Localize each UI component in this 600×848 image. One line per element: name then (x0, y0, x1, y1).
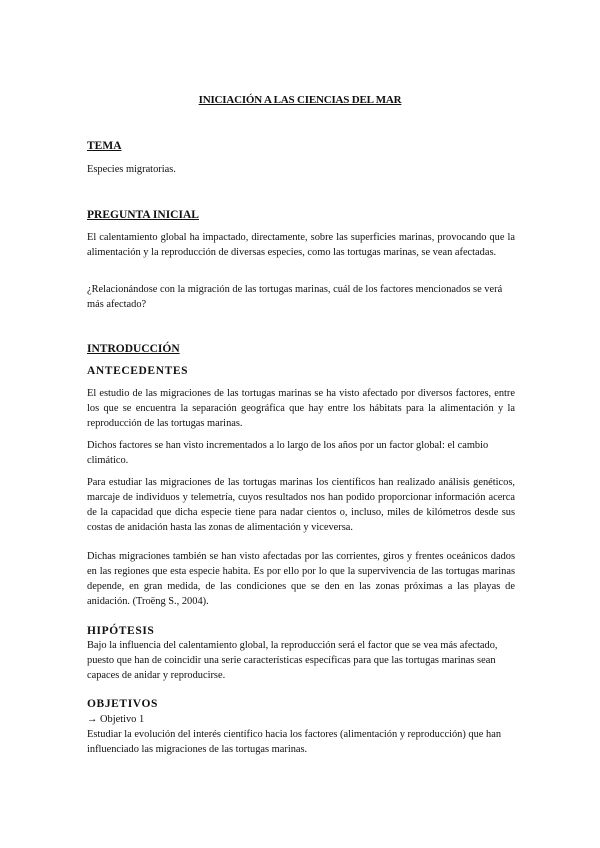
antecedentes-paragraph-2: Dichos factores se han visto incrementados a lo largo de los años por un factor global: el cambio climático. (87, 440, 489, 466)
antecedentes-paragraph-1: El estudio de las migraciones de las tortugas marinas se ha visto afectado por diversos factores, entre los que se encuentra la separación geográfica que hay entre los hábitats para la alimentación y la reproducción de las tortugas marinas. (87, 388, 515, 429)
tema-text: Especies migratorias. (87, 164, 176, 175)
document-title: INICIACIÓN A LAS CIENCIAS DEL MAR (198, 94, 402, 106)
hipotesis-heading: HIPÓTESIS (87, 625, 155, 637)
objetivos-heading: OBJETIVOS (87, 698, 158, 710)
antecedentes-heading: ANTECEDENTES (87, 365, 189, 377)
pregunta-paragraph-2: ¿Relacionándose con la migración de las tortugas marinas, cuál de los factores mencionados se verá más afectado? (87, 284, 503, 310)
tema-heading: TEMA (87, 140, 122, 152)
introduccion-heading: INTRODUCCIÓN (87, 343, 180, 355)
pregunta-paragraph-1: El calentamiento global ha impactado, directamente, sobre las superficies marinas, provocando que la alimentación y la reproducción de diversas especies, como las tortugas marinas, se vean afectadas. (87, 232, 515, 258)
antecedentes-paragraph-3: Para estudiar las migraciones de las tortugas marinas los científicos han realizado análisis genéticos, marcaje de individuos y telemetría, cuyos resultados nos han podido proporcionar información acerca de la capacidad que dicha especie tiene para nadar cientos o, incluso, miles de kilómetros desde sus costas de anidación hasta las zonas de alimentación y viceversa. (87, 477, 515, 533)
pregunta-heading: PREGUNTA INICIAL (87, 209, 199, 221)
objetivo-1-label-row (87, 712, 515, 727)
objetivo-1-label: Objetivo 1 (100, 714, 145, 725)
antecedentes-paragraph-4: Dichas migraciones también se han visto afectadas por las corrientes, giros y frentes oceánicos dados en las regiones que esta especie habita. Es por ello por lo que la supervivencia de las tortugas marinas depende, en gran medida, de las condiciones que se den en las zonas próximas a las playas de anidación. (Troëng S., 2004). (87, 551, 515, 607)
hipotesis-text: Bajo la influencia del calentamiento global, la reproducción será el factor que se vea más afectado, puesto que han de coincidir una serie características específicas para que las tortugas marinas sean capaces de anidar y reproducirse. (87, 640, 498, 681)
arrow-right-icon: → (87, 714, 98, 725)
objetivo-1-text: Estudiar la evolución del interés científico hacia los factores (alimentación y reproducción) que han influenciado las migraciones de las tortugas marinas. (87, 729, 502, 755)
